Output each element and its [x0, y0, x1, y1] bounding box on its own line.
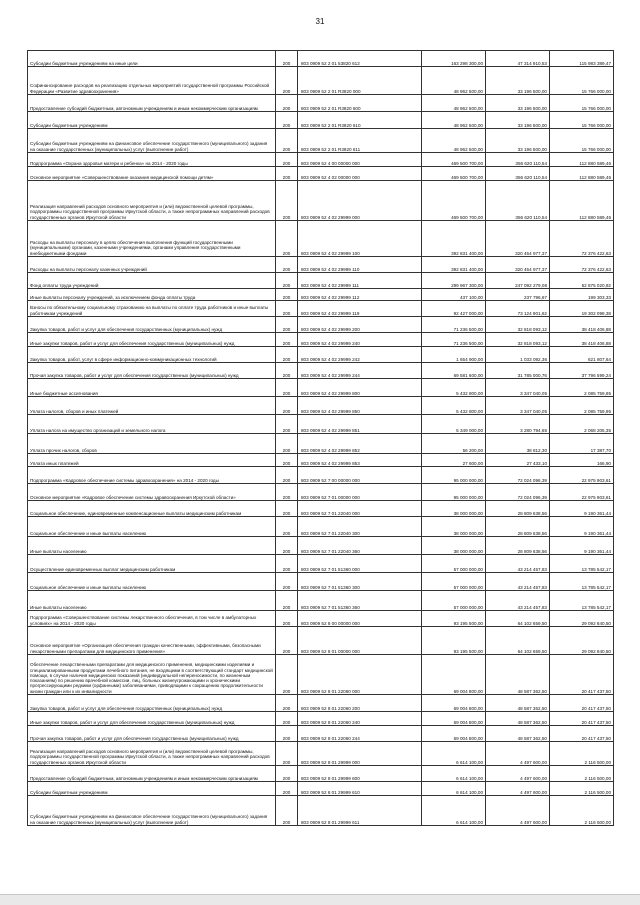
row-code: 803 0909 52 4 02 29999 244: [298, 363, 422, 379]
table-row: [28, 655, 614, 695]
row-name: Предоставление субсидий бюджетным, автономным учреждениям и иным некоммерческим организациям: [28, 95, 276, 112]
table-row: [28, 712, 614, 726]
row-kv: 200: [276, 289, 298, 301]
table-row: [28, 153, 614, 167]
row-executed: 31 785 000,76: [486, 363, 550, 379]
row-code: 803 0909 52 4 02 29999 119: [298, 301, 422, 317]
row-kv: 200: [276, 742, 298, 766]
row-code: 803 0909 52 2 01 R3820 611: [298, 129, 422, 153]
row-name: Иные выплаты населению: [28, 591, 276, 611]
table-row: [28, 289, 614, 301]
row-remaining: 38 418 406,88: [550, 333, 614, 347]
row-name: Реализация направлений расходов основного мероприятия и (или) ведомственной целевой программы, подпрограммы государственной программы Иркутской области, а также непрограммных направлений расходов государственных органов Иркутской области: [28, 181, 276, 221]
table-row: [28, 726, 614, 742]
row-kv: 200: [276, 591, 298, 611]
table-row: [28, 257, 614, 273]
row-executed: 1 033 092,36: [486, 347, 550, 363]
row-executed: 32 818 093,12: [486, 333, 550, 347]
row-kv: 200: [276, 379, 298, 397]
row-approved: 27 600,00: [422, 454, 486, 467]
row-approved: 38 000 000,00: [422, 501, 486, 517]
row-name: Уплата прочих налогов, сборов: [28, 434, 276, 454]
row-executed: 64 102 659,50: [486, 627, 550, 655]
row-approved: 1 654 900,00: [422, 347, 486, 363]
row-kv: 200: [276, 347, 298, 363]
row-code: 803 0909 52 7 01 22040 000: [298, 501, 422, 517]
table-row: [28, 221, 614, 257]
table-row: [28, 167, 614, 181]
row-remaining: 112 880 589,46: [550, 153, 614, 167]
row-approved: 48 962 500,00: [422, 112, 486, 129]
row-name: Осуществление единовременных выплат медицинским работникам: [28, 555, 276, 573]
row-code: 803 0909 52 4 00 00000 000: [298, 153, 422, 167]
row-executed: 48 587 362,50: [486, 655, 550, 695]
row-approved: 48 962 500,00: [422, 95, 486, 112]
row-remaining: 15 766 000,00: [550, 95, 614, 112]
row-approved: 48 962 500,00: [422, 129, 486, 153]
row-approved: 437 100,00: [422, 289, 486, 301]
row-code: 803 0909 52 8 01 29999 611: [298, 796, 422, 826]
row-approved: 6 614 100,00: [422, 742, 486, 766]
row-name: Социальное обеспечение и иные выплаты населению: [28, 573, 276, 591]
row-remaining: 112 880 589,46: [550, 181, 614, 221]
row-executed: 28 809 638,56: [486, 537, 550, 555]
row-name: Обеспечение лекарственными препаратами для медицинского применения, медицинскими изделиями и специализированными продуктами лечебного питания, не входящими в соответствующий стандарт медицинской помощи, в случае наличия медицинских показаний (индивидуальной непереносимости, по жизненным показаниям) по решению врачебной комиссии, лиц, больных жизнеугрожающими и хроническими прогрессирующими редкими (орфанными) заболеваниями, приводящими к сокращению продолжительности жизни граждан или к их инвалидности: [28, 655, 276, 695]
row-name: Фонд оплаты труда учреждений: [28, 273, 276, 289]
row-executed: 27 433,10: [486, 454, 550, 467]
row-kv: 200: [276, 454, 298, 467]
row-kv: 200: [276, 317, 298, 333]
row-name: Социальное обеспечение, единовременные компенсационные выплаты медицинским работникам: [28, 501, 276, 517]
row-executed: 32 818 093,12: [486, 317, 550, 333]
row-name: Субсидии бюджетным учреждениям на иные цели: [28, 51, 276, 67]
row-kv: 200: [276, 467, 298, 484]
row-executed: 73 124 901,62: [486, 301, 550, 317]
row-kv: 200: [276, 397, 298, 415]
row-approved: 469 500 700,00: [422, 153, 486, 167]
row-remaining: 2 068 205,35: [550, 415, 614, 434]
row-remaining: 112 880 589,46: [550, 167, 614, 181]
row-approved: 57 000 000,00: [422, 573, 486, 591]
row-name: Иные выплаты населению: [28, 537, 276, 555]
row-code: 803 0909 52 7 01 51360 360: [298, 591, 422, 611]
row-code: 803 0909 52 7 01 00000 000: [298, 484, 422, 501]
row-code: 803 0909 52 4 02 29999 853: [298, 454, 422, 467]
row-kv: 200: [276, 167, 298, 181]
table-row: [28, 454, 614, 467]
row-code: 803 0909 52 7 01 51360 300: [298, 573, 422, 591]
row-kv: 200: [276, 695, 298, 712]
row-approved: 48 962 500,00: [422, 67, 486, 95]
table-row: [28, 51, 614, 67]
row-name: Реализация направлений расходов основного мероприятия и (или) ведомственной целевой программы, подпрограммы государственной программы Иркутской области, а также непрограммных направлений расходов государственных органов Иркутской области: [28, 742, 276, 766]
table-row: [28, 627, 614, 655]
row-remaining: 72 376 422,63: [550, 221, 614, 257]
row-executed: 3 280 794,65: [486, 415, 550, 434]
row-remaining: 20 417 437,50: [550, 712, 614, 726]
row-executed: 28 809 638,56: [486, 501, 550, 517]
row-remaining: 13 785 542,17: [550, 573, 614, 591]
row-kv: 200: [276, 555, 298, 573]
row-name: Иные закупки товаров, работ и услуг для обеспечения государственных (муниципальных) нужд: [28, 333, 276, 347]
row-code: 803 0909 52 4 02 29999 110: [298, 257, 422, 273]
row-name: Субсидии бюджетным учреждениям на финансовое обеспечение государственного (муниципального) задания на оказание государственных (муниципальных) услуг (выполнение работ): [28, 129, 276, 153]
row-kv: 200: [276, 655, 298, 695]
row-executed: 33 196 500,00: [486, 67, 550, 95]
row-name: Уплата налога на имущество организаций и земельного налога: [28, 415, 276, 434]
table-row: [28, 796, 614, 826]
row-kv: 200: [276, 301, 298, 317]
table-row: [28, 273, 614, 289]
row-name: Подпрограмма «Совершенствование системы лекарственного обеспечения, в том числе в амбулаторных условиях» на 2014 - 2020 годы: [28, 611, 276, 627]
row-remaining: 621 807,64: [550, 347, 614, 363]
table-row: [28, 379, 614, 397]
row-approved: 69 004 800,00: [422, 695, 486, 712]
budget-table-body: [28, 51, 614, 826]
row-executed: 237 796,67: [486, 289, 550, 301]
row-approved: 69 004 800,00: [422, 655, 486, 695]
row-executed: 3 347 040,05: [486, 397, 550, 415]
row-executed: 320 454 977,37: [486, 221, 550, 257]
table-row: [28, 611, 614, 627]
row-executed: 33 196 500,00: [486, 112, 550, 129]
row-approved: 5 349 000,00: [422, 415, 486, 434]
row-approved: 69 004 800,00: [422, 712, 486, 726]
table-row: [28, 573, 614, 591]
row-kv: 200: [276, 95, 298, 112]
row-approved: 469 500 700,00: [422, 167, 486, 181]
row-approved: 92 427 000,00: [422, 301, 486, 317]
row-approved: 6 614 100,00: [422, 796, 486, 826]
row-executed: 247 092 279,08: [486, 273, 550, 289]
row-name: Подпрограмма «Охрана здоровья матери и ребенка» на 2014 - 2020 годы: [28, 153, 276, 167]
row-remaining: 15 766 000,00: [550, 67, 614, 95]
row-code: 803 0909 52 4 02 29999 852: [298, 434, 422, 454]
row-name: Прочая закупка товаров, работ и услуг для обеспечения государственных (муниципальных) нужд: [28, 363, 276, 379]
row-approved: 71 236 500,00: [422, 317, 486, 333]
row-kv: 200: [276, 712, 298, 726]
row-code: 803 0909 52 8 01 29999 600: [298, 766, 422, 782]
row-approved: 93 195 500,00: [422, 611, 486, 627]
row-remaining: 19 302 098,38: [550, 301, 614, 317]
table-row: [28, 95, 614, 112]
row-remaining: 29 092 840,50: [550, 627, 614, 655]
row-remaining: 17 387,70: [550, 434, 614, 454]
row-executed: 320 454 977,37: [486, 257, 550, 273]
row-code: 803 0909 52 4 02 29999 100: [298, 221, 422, 257]
table-row: [28, 467, 614, 484]
row-name: Иные закупки товаров, работ и услуг для обеспечения государственных (муниципальных) нужд: [28, 712, 276, 726]
row-name: Подпрограмма «Кадровое обеспечение системы здравоохранения» на 2014 - 2020 годы: [28, 467, 276, 484]
row-remaining: 15 766 000,00: [550, 112, 614, 129]
row-remaining: 52 875 020,92: [550, 273, 614, 289]
row-kv: 200: [276, 67, 298, 95]
row-code: 803 0909 52 2 01 53820 612: [298, 51, 422, 67]
row-remaining: 2 116 500,00: [550, 796, 614, 826]
row-approved: 95 000 000,00: [422, 467, 486, 484]
table-row: [28, 181, 614, 221]
table-row: [28, 434, 614, 454]
row-approved: 163 298 300,00: [422, 51, 486, 67]
row-approved: 5 432 800,00: [422, 379, 486, 397]
table-row: [28, 397, 614, 415]
row-executed: 72 024 096,39: [486, 467, 550, 484]
row-code: 803 0909 52 7 00 00000 000: [298, 467, 422, 484]
row-executed: 3 347 040,05: [486, 379, 550, 397]
row-kv: 200: [276, 153, 298, 167]
table-row: [28, 501, 614, 517]
table-row: [28, 317, 614, 333]
row-code: 803 0909 52 8 01 22060 000: [298, 655, 422, 695]
table-row: [28, 484, 614, 501]
row-executed: 43 214 457,83: [486, 573, 550, 591]
table-row: [28, 301, 614, 317]
row-approved: 392 831 400,00: [422, 257, 486, 273]
row-kv: 200: [276, 257, 298, 273]
row-kv: 200: [276, 501, 298, 517]
row-remaining: 115 983 389,47: [550, 51, 614, 67]
row-name: Иные бюджетные ассигнования: [28, 379, 276, 397]
table-row: [28, 415, 614, 434]
row-executed: 48 587 362,50: [486, 726, 550, 742]
row-code: 803 0909 52 4 02 29999 240: [298, 333, 422, 347]
row-name: Предоставление субсидий бюджетным, автономным учреждениям и иным некоммерческим организациям: [28, 766, 276, 782]
row-code: 803 0909 52 2 01 R3820 610: [298, 112, 422, 129]
row-executed: 356 620 110,54: [486, 167, 550, 181]
table-row: [28, 347, 614, 363]
row-executed: 48 587 362,50: [486, 712, 550, 726]
row-kv: 200: [276, 415, 298, 434]
row-code: 803 0909 52 7 01 51360 000: [298, 555, 422, 573]
row-kv: 200: [276, 333, 298, 347]
row-executed: 4 497 600,00: [486, 766, 550, 782]
row-name: Взносы по обязательному социальному страхованию на выплаты по оплате труда работников и иные выплаты работникам учреждений: [28, 301, 276, 317]
row-approved: 56 200,00: [422, 434, 486, 454]
row-code: 803 0909 52 4 02 29999 242: [298, 347, 422, 363]
row-name: Основное мероприятие «Совершенствование оказания медицинской помощи детям»: [28, 167, 276, 181]
row-name: Расходы на выплаты персоналу в целях обеспечения выполнения функций государственными (муниципальными) органами, казенными учреждениями, органами управления государственными внебюджетными фондами: [28, 221, 276, 257]
row-kv: 200: [276, 627, 298, 655]
row-code: 803 0909 52 8 01 22060 240: [298, 712, 422, 726]
table-row: [28, 695, 614, 712]
page-number: 31: [315, 17, 325, 26]
row-approved: 69 581 600,00: [422, 363, 486, 379]
row-name: Расходы на выплаты персоналу казенных учреждений: [28, 257, 276, 273]
row-remaining: 2 085 759,95: [550, 397, 614, 415]
row-code: 803 0909 52 8 01 00000 000: [298, 627, 422, 655]
row-approved: 57 000 000,00: [422, 555, 486, 573]
row-executed: 33 196 500,00: [486, 129, 550, 153]
row-executed: 43 214 457,83: [486, 591, 550, 611]
row-remaining: 2 116 500,00: [550, 766, 614, 782]
row-remaining: 166,90: [550, 454, 614, 467]
row-name: Закупка товаров, работ и услуг для обеспечения государственных (муниципальных) нужд: [28, 695, 276, 712]
row-approved: 57 000 000,00: [422, 591, 486, 611]
row-kv: 200: [276, 573, 298, 591]
row-remaining: 9 190 361,44: [550, 517, 614, 537]
row-remaining: 13 785 542,17: [550, 591, 614, 611]
row-executed: 356 620 110,54: [486, 153, 550, 167]
row-code: 803 0909 52 4 02 29999 800: [298, 379, 422, 397]
row-approved: 38 000 000,00: [422, 537, 486, 555]
row-executed: 28 809 638,56: [486, 517, 550, 537]
row-kv: 200: [276, 766, 298, 782]
row-remaining: 29 092 840,50: [550, 611, 614, 627]
row-executed: 4 497 600,00: [486, 796, 550, 826]
row-approved: 392 831 400,00: [422, 221, 486, 257]
row-remaining: 2 116 500,00: [550, 742, 614, 766]
scan-bottom-edge: [0, 894, 640, 905]
row-remaining: 22 975 903,61: [550, 467, 614, 484]
table-row: [28, 782, 614, 796]
row-name: Основное мероприятие «Кадровое обеспечение системы здравоохранения Иркутской области»: [28, 484, 276, 501]
row-executed: 38 812,30: [486, 434, 550, 454]
row-remaining: 13 785 542,17: [550, 555, 614, 573]
row-name: Субсидии бюджетным учреждениям: [28, 112, 276, 129]
table-row: [28, 591, 614, 611]
row-kv: 200: [276, 129, 298, 153]
table-row: [28, 766, 614, 782]
row-remaining: 38 418 406,88: [550, 317, 614, 333]
row-name: Софинансирование расходов на реализацию отдельных мероприятий государственной программы Российской Федерации «Развитие здравоохранения»: [28, 67, 276, 95]
table-row: [28, 129, 614, 153]
table-row: [28, 537, 614, 555]
row-remaining: 2 085 759,95: [550, 379, 614, 397]
row-approved: 69 004 800,00: [422, 726, 486, 742]
row-kv: 200: [276, 273, 298, 289]
row-approved: 6 614 100,00: [422, 766, 486, 782]
row-code: 803 0909 52 4 02 29999 200: [298, 317, 422, 333]
table-row: [28, 517, 614, 537]
row-executed: 33 196 500,00: [486, 95, 550, 112]
row-remaining: 20 417 437,50: [550, 695, 614, 712]
row-executed: 64 102 659,50: [486, 611, 550, 627]
row-approved: 6 614 100,00: [422, 782, 486, 796]
row-remaining: 72 376 422,63: [550, 257, 614, 273]
row-name: Прочая закупка товаров, работ и услуг для обеспечения государственных (муниципальных) нужд: [28, 726, 276, 742]
row-remaining: 199 303,33: [550, 289, 614, 301]
row-kv: 200: [276, 363, 298, 379]
row-remaining: 37 796 599,24: [550, 363, 614, 379]
row-code: 803 0909 52 8 01 22060 244: [298, 726, 422, 742]
row-remaining: 2 116 500,00: [550, 782, 614, 796]
row-name: Основное мероприятие «Организация обеспечения граждан качественными, эффективными, безопасными лекарственными препаратами для медицинского применения»: [28, 627, 276, 655]
row-name: Субсидии бюджетным учреждениям на финансовое обеспечение государственного (муниципального) задания на оказание государственных (муниципальных) услуг (выполнение работ): [28, 796, 276, 826]
row-kv: 200: [276, 517, 298, 537]
row-approved: 71 236 500,00: [422, 333, 486, 347]
row-executed: 43 214 457,83: [486, 555, 550, 573]
row-code: 803 0909 52 8 00 00000 000: [298, 611, 422, 627]
row-approved: 5 432 800,00: [422, 397, 486, 415]
row-kv: 200: [276, 726, 298, 742]
row-executed: 4 497 600,00: [486, 742, 550, 766]
row-kv: 200: [276, 221, 298, 257]
row-executed: 48 587 362,50: [486, 695, 550, 712]
row-name: Субсидии бюджетным учреждениям: [28, 782, 276, 796]
row-code: 803 0909 52 4 02 29999 111: [298, 273, 422, 289]
row-kv: 200: [276, 434, 298, 454]
row-code: 803 0909 52 4 02 29999 850: [298, 397, 422, 415]
row-approved: 95 000 000,00: [422, 484, 486, 501]
row-kv: 200: [276, 51, 298, 67]
row-code: 803 0909 52 4 02 29999 000: [298, 181, 422, 221]
row-executed: 356 620 110,54: [486, 181, 550, 221]
row-remaining: 9 190 361,44: [550, 501, 614, 517]
row-name: Уплата иных платежей: [28, 454, 276, 467]
row-code: 803 0909 52 7 01 22040 360: [298, 537, 422, 555]
row-approved: 469 500 700,00: [422, 181, 486, 221]
table-row: [28, 333, 614, 347]
row-code: 803 0909 52 8 01 22060 200: [298, 695, 422, 712]
row-code: 803 0909 52 4 02 29999 851: [298, 415, 422, 434]
row-kv: 200: [276, 782, 298, 796]
row-remaining: 22 975 903,61: [550, 484, 614, 501]
row-code: 803 0909 52 2 01 R3820 000: [298, 67, 422, 95]
row-remaining: 20 417 437,50: [550, 726, 614, 742]
row-kv: 200: [276, 484, 298, 501]
row-kv: 200: [276, 611, 298, 627]
row-kv: 200: [276, 181, 298, 221]
row-code: 803 0909 52 4 02 00000 000: [298, 167, 422, 181]
row-code: 803 0909 52 8 01 29999 000: [298, 742, 422, 766]
row-name: Уплата налогов, сборов и иных платежей: [28, 397, 276, 415]
row-kv: 200: [276, 796, 298, 826]
table-row: [28, 742, 614, 766]
row-executed: 4 497 600,00: [486, 782, 550, 796]
budget-table: [27, 50, 614, 826]
row-executed: 47 314 910,53: [486, 51, 550, 67]
table-row: [28, 555, 614, 573]
row-remaining: 15 766 000,00: [550, 129, 614, 153]
table-row: [28, 363, 614, 379]
row-name: Закупка товаров, работ, услуг в сфере информационно-коммуникационных технологий: [28, 347, 276, 363]
table-row: [28, 67, 614, 95]
row-code: 803 0909 52 7 01 22040 300: [298, 517, 422, 537]
row-approved: 93 195 500,00: [422, 627, 486, 655]
row-remaining: 20 417 437,50: [550, 655, 614, 695]
row-kv: 200: [276, 537, 298, 555]
row-name: Социальное обеспечение и иные выплаты населению: [28, 517, 276, 537]
table-row: [28, 112, 614, 129]
row-code: 803 0909 52 8 01 29999 610: [298, 782, 422, 796]
row-kv: 200: [276, 112, 298, 129]
row-code: 803 0909 52 4 02 29999 112: [298, 289, 422, 301]
row-name: Иные выплаты персоналу учреждений, за исключением фонда оплаты труда: [28, 289, 276, 301]
row-remaining: 9 190 361,44: [550, 537, 614, 555]
row-name: Закупка товаров, работ и услуг для обеспечения государственных (муниципальных) нужд: [28, 317, 276, 333]
row-code: 803 0909 52 2 01 R3820 600: [298, 95, 422, 112]
row-approved: 38 000 000,00: [422, 517, 486, 537]
row-executed: 72 024 096,39: [486, 484, 550, 501]
row-approved: 299 967 300,00: [422, 273, 486, 289]
